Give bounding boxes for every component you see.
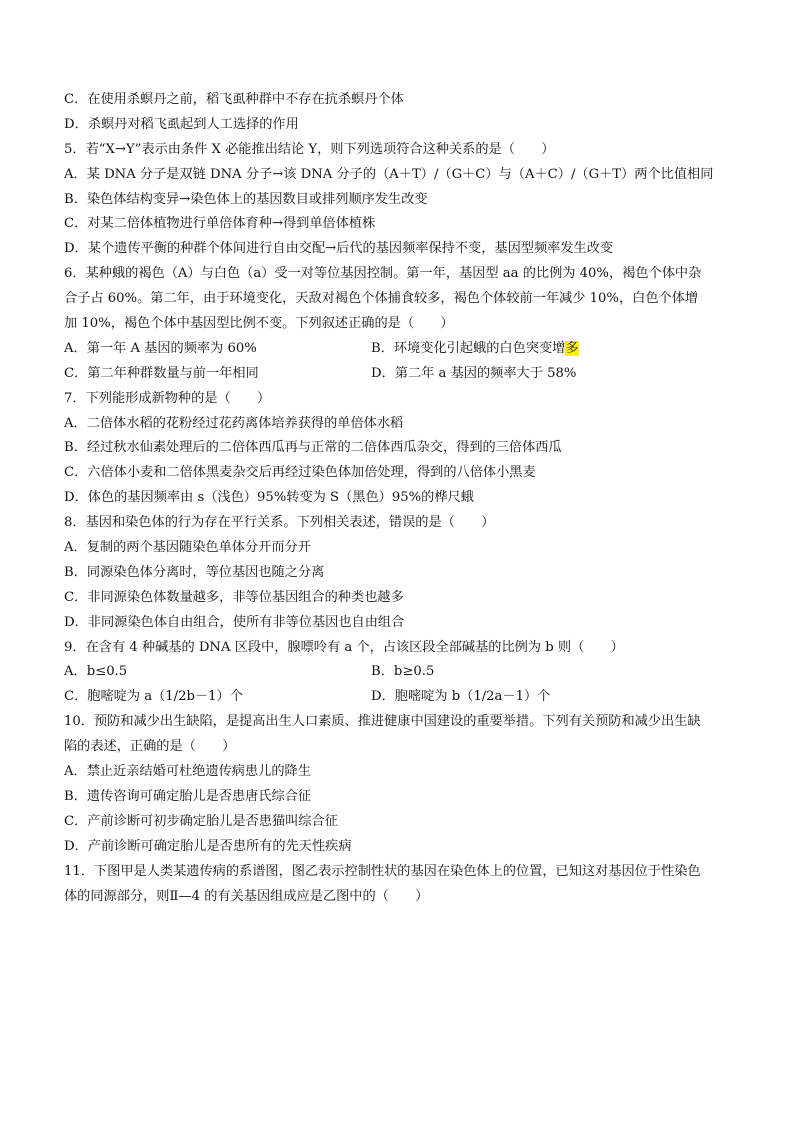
q6-option-c: C．第二年种群数量与前一年相同 xyxy=(64,365,259,381)
q5-stem: 5．若“X→Y”表示由条件 X 必能推出结论 Y，则下列选项符合这种关系的是（ ） xyxy=(64,141,555,157)
q7-option-c: C．六倍体小麦和二倍体黑麦杂交后再经过染色体加倍处理，得到的八倍体小黑麦 xyxy=(64,465,536,481)
q8-stem: 8．基因和染色体的行为存在平行关系。下列相关表述，错误的是（ ） xyxy=(64,515,495,531)
q8-option-b: B．同源染色体分离时，等位基因也随之分离 xyxy=(64,564,325,580)
q6-options-row1 xyxy=(64,337,734,362)
q8-option-c: C．非同源染色体数量越多，非等位基因组合的种类也越多 xyxy=(64,589,404,605)
q5-option-c: C．对某二倍体植物进行单倍体育种→得到单倍体植株 xyxy=(64,216,376,232)
q9-option-b: B．b≥0.5 xyxy=(371,664,435,680)
q10-option-d: D．产前诊断可确定胎儿是否患所有的先天性疾病 xyxy=(64,838,352,854)
q9-options-row2 xyxy=(64,685,734,710)
q6-stem-line3: 加 10%，褐色个体中基因型比例不变。下列叙述正确的是（ ） xyxy=(64,316,454,332)
q7-option-a: A．二倍体水稻的花粉经过花药离体培养获得的单倍体水稻 xyxy=(64,415,404,431)
q9-option-c: C．胞嘧啶为 a（1/2b－1）个 xyxy=(64,689,243,705)
q10-option-c: C．产前诊断可初步确定胎儿是否患猫叫综合征 xyxy=(64,813,338,829)
q4-option-d: D．杀螟丹对稻飞虱起到人工选择的作用 xyxy=(64,116,299,132)
q5-option-d: D．某个遗传平衡的种群个体间进行自由交配→后代的基因频率保持不变，基因型频率发生改变 xyxy=(64,241,614,257)
q9-option-d: D．胞嘧啶为 b（1/2a－1）个 xyxy=(371,689,551,705)
q5-option-a: A．某 DNA 分子是双链 DNA 分子→该 DNA 分子的（A＋T）/（G＋C）与（A＋C）/（G＋T）两个比值相同 xyxy=(64,166,714,182)
q8-option-d: D．非同源染色体自由组合，使所有非等位基因也自由组合 xyxy=(64,614,405,630)
q10-option-a: A．禁止近亲结婚可杜绝遗传病患儿的降生 xyxy=(64,764,311,780)
q6-option-a: A．第一年 A 基因的频率为 60% xyxy=(64,340,257,356)
q6-option-b-text: B．环境变化引起蛾的白色突变增 xyxy=(371,340,566,356)
q10-option-b: B．遗传咨询可确定胎儿是否患唐氏综合征 xyxy=(64,788,312,804)
q6-option-d: D．第二年 a 基因的频率大于 58% xyxy=(371,365,577,381)
q6-stem-line1: 6．某种蛾的褐色（A）与白色（a）受一对等位基因控制。第一年，基因型 aa 的比例为 40%，褐色个体中杂 xyxy=(64,266,702,282)
q6-stem-line2: 合子占 60%。第二年，由于环境变化，天敌对褐色个体捕食较多，褐色个体较前一年减少 10%，白色个体增 xyxy=(64,291,699,307)
q7-option-b: B．经过秋水仙素处理后的二倍体西瓜再与正常的二倍体西瓜杂交，得到的三倍体西瓜 xyxy=(64,440,562,456)
q6-options-row2 xyxy=(64,362,734,387)
q9-options-row1 xyxy=(64,660,734,685)
q9-stem: 9．在含有 4 种碱基的 DNA 区段中，腺嘌呤有 a 个，占该区段全部碱基的比例为 b 则（ ） xyxy=(64,639,624,655)
question-page xyxy=(64,88,734,909)
q10-stem-line2: 陷的表述，正确的是（ ） xyxy=(64,739,236,755)
q7-option-d: D．体色的基因频率由 s（浅色）95%转变为 S（黑色）95%的桦尺蛾 xyxy=(64,490,474,506)
q11-stem-line1: 11．下图甲是人类某遗传病的系谱图，图乙表示控制性状的基因在染色体上的位置，已知这对基因位于性染色 xyxy=(64,863,701,879)
q7-stem: 7．下列能形成新物种的是（ ） xyxy=(64,390,271,406)
q8-option-a: A．复制的两个基因随染色单体分开而分开 xyxy=(64,540,311,556)
q11-stem-line2: 体的同源部分，则Ⅱ—4 的有关基因组成应是乙图中的（ ） xyxy=(64,888,429,904)
q10-stem-line1: 10．预防和减少出生缺陷，是提高出生人口素质、推进健康中国建设的重要举措。下列有关预防和减少出生缺 xyxy=(64,714,701,730)
q9-option-a: A．b≤0.5 xyxy=(64,664,128,680)
q4-option-c: C．在使用杀螟丹之前，稻飞虱种群中不存在抗杀螟丹个体 xyxy=(64,92,404,107)
q6-option-b-highlight: 多 xyxy=(565,340,579,356)
q6-option-b xyxy=(371,337,579,362)
q5-option-b: B．染色体结构变异→染色体上的基因数目或排列顺序发生改变 xyxy=(64,191,428,207)
